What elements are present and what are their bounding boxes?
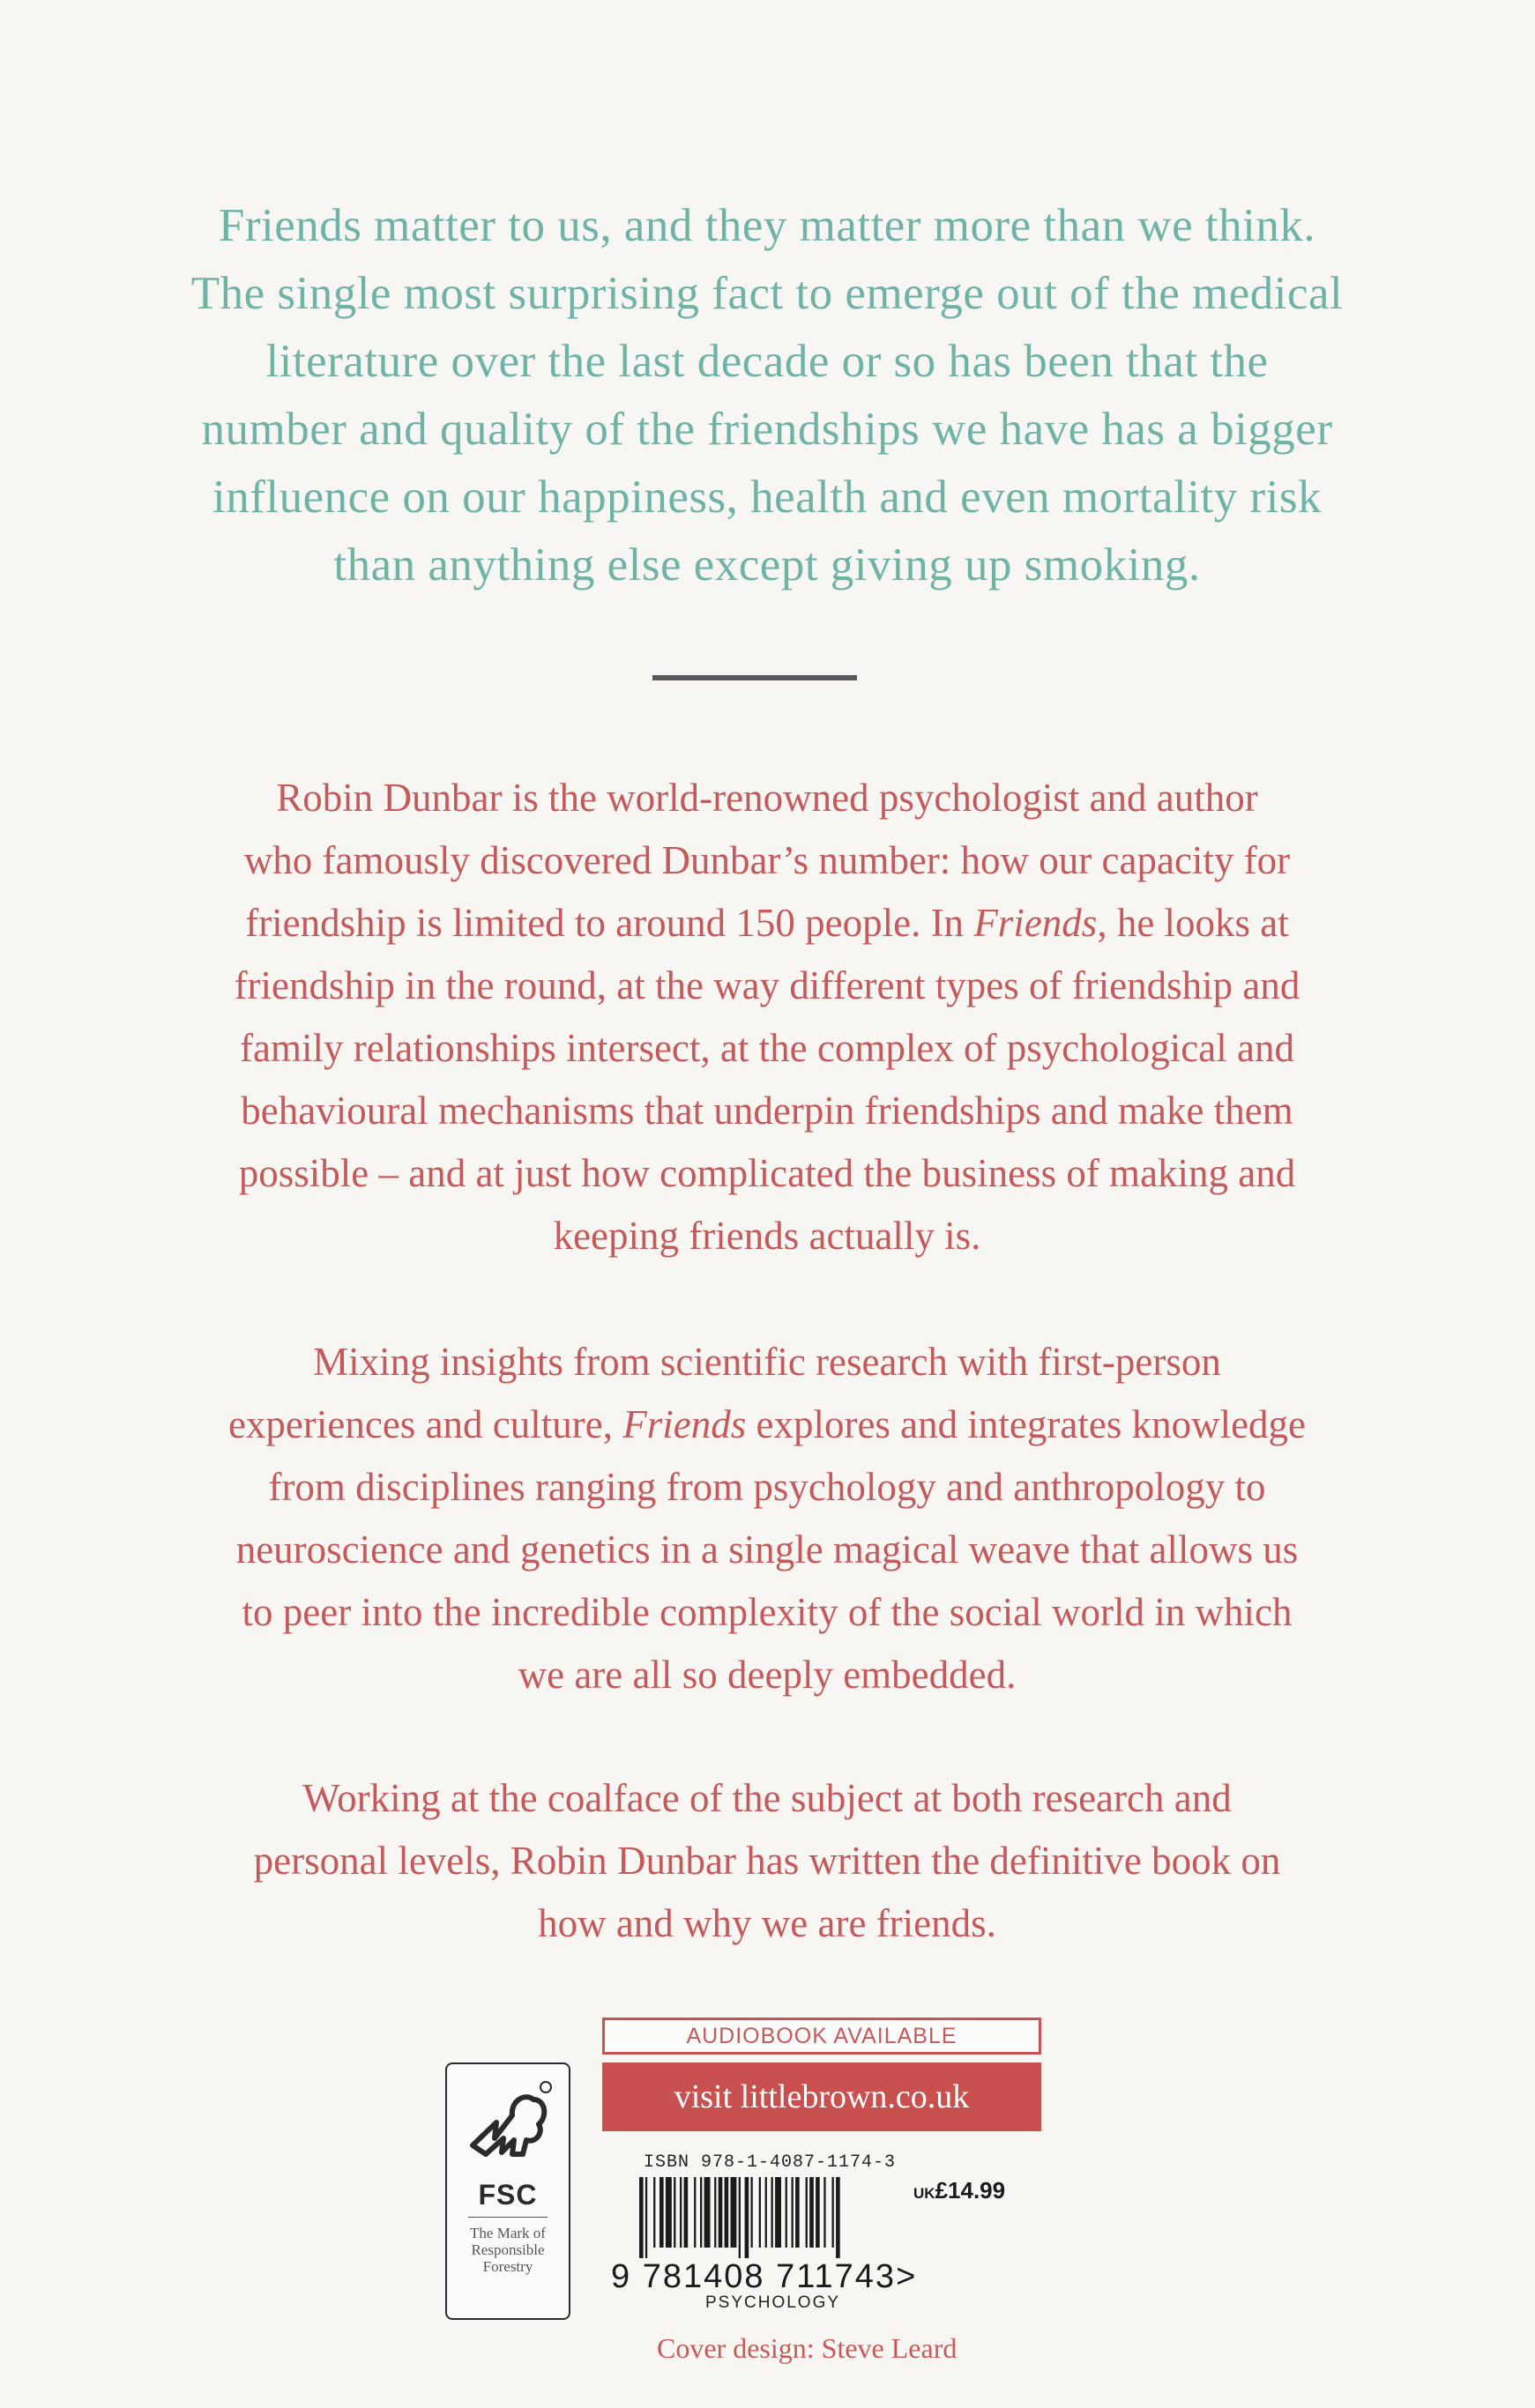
pull-quote bbox=[115, 192, 1420, 599]
paragraph-line: possible – and at just how complicated the business of making and bbox=[238, 1151, 1296, 1195]
barcode-bar bbox=[765, 2177, 767, 2248]
barcode-bar bbox=[731, 2177, 737, 2248]
fsc-label: FSC bbox=[478, 2179, 538, 2211]
book-title: Friends bbox=[973, 901, 1098, 945]
barcode-bar bbox=[694, 2177, 696, 2248]
barcode-bar bbox=[659, 2177, 664, 2248]
barcode-bar bbox=[700, 2177, 702, 2248]
fsc-logo bbox=[445, 2062, 570, 2320]
fsc-tree-icon bbox=[459, 2077, 556, 2174]
audiobook-badge: AUDIOBOOK AVAILABLE bbox=[602, 2018, 1041, 2055]
paragraph-line: personal levels, Robin Dunbar has written the definitive book on bbox=[253, 1839, 1281, 1883]
paragraph-line: family relationships intersect, at the complex of psychological and bbox=[240, 1026, 1294, 1070]
quote-line: Friends matter to us, and they matter more than we think. bbox=[218, 200, 1316, 251]
barcode-bar bbox=[751, 2177, 753, 2248]
paragraph-line: neuroscience and genetics in a single magical weave that allows us bbox=[235, 1527, 1299, 1572]
fsc-tagline-line: The Mark of bbox=[470, 2225, 546, 2241]
barcode-bar bbox=[666, 2177, 672, 2248]
quote-line: literature over the last decade or so has been that the bbox=[265, 336, 1269, 387]
quote-line: The single most surprising fact to emerge out of the medical bbox=[190, 268, 1344, 319]
fsc-tagline-line: Responsible bbox=[471, 2241, 545, 2258]
barcode-digit-first: 9 bbox=[611, 2258, 632, 2295]
paragraph-line: friendship in the round, at the way different types of friendship and bbox=[234, 963, 1300, 1007]
barcode-bar bbox=[674, 2177, 675, 2248]
barcode-bar bbox=[714, 2177, 716, 2248]
barcode-digit-group: 781408 bbox=[642, 2258, 765, 2295]
barcode-bar bbox=[739, 2177, 741, 2258]
author-paragraph bbox=[123, 767, 1411, 1267]
barcode-bar bbox=[759, 2177, 761, 2248]
quote-line: influence on our happiness, health and even mortality risk bbox=[212, 472, 1322, 523]
paragraph-line: how and why we are friends. bbox=[538, 1901, 996, 1945]
paragraph-line: who famously discovered Dunbar’s number: how our capacity for bbox=[243, 838, 1291, 882]
text-span: experiences and culture, bbox=[227, 1402, 623, 1446]
barcode-bar bbox=[786, 2177, 787, 2248]
barcode-bar bbox=[684, 2177, 689, 2248]
barcode-bar bbox=[771, 2177, 773, 2248]
barcode-bar bbox=[836, 2177, 840, 2258]
barcode-bar bbox=[795, 2177, 800, 2248]
paragraph-line bbox=[123, 1394, 1411, 1456]
barcode-bar bbox=[704, 2177, 711, 2248]
price-amount: £14.99 bbox=[935, 2177, 1006, 2204]
barcode-bar bbox=[719, 2177, 723, 2248]
paragraph-line: Working at the coalface of the subject at both research and bbox=[302, 1776, 1232, 1820]
text-span: explores and integrates knowledge bbox=[746, 1402, 1307, 1446]
barcode-bar bbox=[645, 2177, 647, 2258]
barcode-bar bbox=[809, 2177, 814, 2248]
quote-line: than anything else except giving up smoking. bbox=[333, 539, 1201, 591]
barcode-bar bbox=[816, 2177, 820, 2248]
price-label bbox=[913, 2177, 1005, 2204]
barcode-bar bbox=[653, 2177, 655, 2248]
barcode-arrow: > bbox=[896, 2258, 918, 2295]
paragraph-line: to peer into the incredible complexity of the social world in which bbox=[242, 1590, 1293, 1634]
barcode-bar bbox=[792, 2177, 794, 2248]
website-link[interactable]: visit littlebrown.co.uk bbox=[602, 2062, 1041, 2131]
paragraph-line: we are all so deeply embedded. bbox=[518, 1653, 1017, 1697]
barcode-bar bbox=[806, 2177, 808, 2248]
barcode-bar bbox=[639, 2177, 644, 2258]
isbn-number: ISBN 978-1-4087-1174-3 bbox=[644, 2152, 897, 2173]
barcode-digits bbox=[611, 2258, 917, 2296]
barcode-bar bbox=[745, 2177, 749, 2258]
paragraph-line: Robin Dunbar is the world-renowned psychologist and author bbox=[276, 776, 1258, 820]
cover-credit: Cover design: Steve Leard bbox=[657, 2332, 958, 2364]
text-span: friendship is limited to around 150 people. In bbox=[245, 901, 974, 945]
barcode-bar bbox=[775, 2177, 781, 2248]
fsc-tagline-line: Forestry bbox=[482, 2258, 533, 2275]
barcode-bar bbox=[823, 2177, 825, 2248]
insights-paragraph bbox=[123, 1331, 1411, 1706]
barcode-bar bbox=[680, 2177, 682, 2248]
fsc-rule bbox=[468, 2217, 548, 2218]
section-divider bbox=[652, 675, 857, 680]
barcode-bar bbox=[832, 2177, 834, 2248]
category-label: PSYCHOLOGY bbox=[705, 2293, 841, 2312]
book-title: Friends bbox=[622, 1402, 747, 1446]
quote-line: number and quality of the friendships we have has a bigger bbox=[201, 404, 1333, 455]
barcode-bar bbox=[725, 2177, 729, 2248]
text-span: , he looks at bbox=[1097, 901, 1289, 945]
barcode bbox=[639, 2177, 904, 2258]
paragraph-line bbox=[123, 892, 1411, 955]
paragraph-line: behavioural mechanisms that underpin friendships and make them bbox=[241, 1089, 1293, 1133]
paragraph-line: from disciplines ranging from psychology and anthropology to bbox=[268, 1465, 1266, 1509]
price-prefix: UK bbox=[913, 2185, 935, 2202]
paragraph-line: Mixing insights from scientific research with first-person bbox=[313, 1340, 1221, 1384]
summary-paragraph bbox=[123, 1767, 1411, 1955]
paragraph-line: keeping friends actually is. bbox=[553, 1214, 981, 1258]
barcode-digit-group: 711743 bbox=[776, 2258, 897, 2295]
